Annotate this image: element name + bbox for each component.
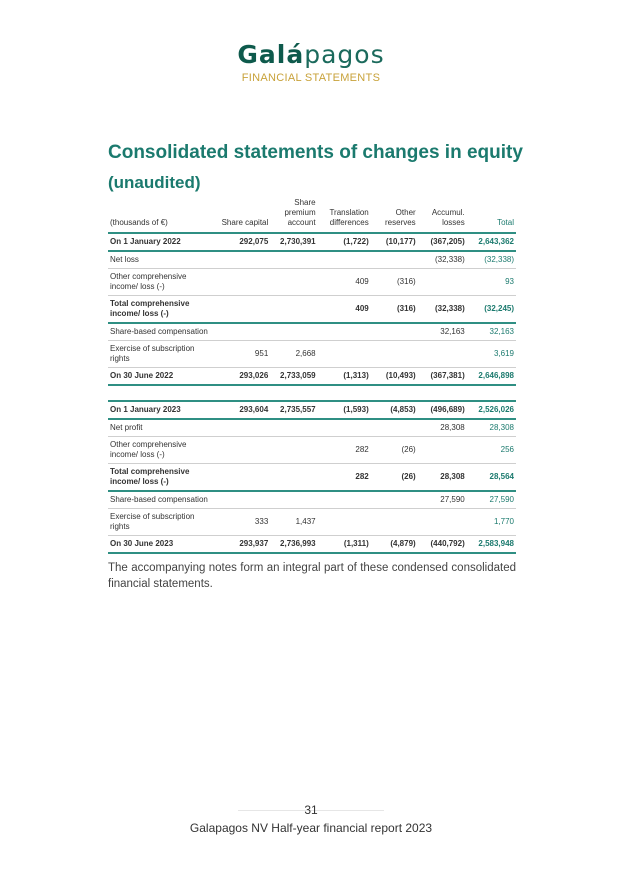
table-cell: [270, 269, 317, 296]
table-cell: 293,026: [216, 368, 270, 386]
table-cell: [418, 269, 467, 296]
table-cell: (32,338): [418, 251, 467, 269]
column-header: Accumul. losses: [431, 208, 465, 227]
row-label: Share-based compensation: [108, 491, 216, 509]
table-cell: [418, 437, 467, 464]
table-cell: [318, 491, 371, 509]
row-label: On 30 June 2023: [108, 536, 216, 554]
table-cell: (32,245): [467, 296, 516, 324]
table-cell: (316): [371, 296, 418, 324]
table-cell: 409: [318, 269, 371, 296]
table-header-row: [108, 198, 516, 233]
table-row: [108, 437, 516, 464]
table-cell: 333: [216, 509, 270, 536]
column-header: Share premium account: [284, 198, 316, 227]
table-cell: (496,689): [418, 401, 467, 419]
table-cell: 28,308: [418, 464, 467, 492]
table-cell: (316): [371, 269, 418, 296]
table-cell: (4,853): [371, 401, 418, 419]
table-cell: 27,590: [467, 491, 516, 509]
table-cell: 282: [318, 464, 371, 492]
table-row: [108, 368, 516, 386]
company-logo: [0, 40, 622, 69]
table-cell: [371, 509, 418, 536]
footer-text: Galapagos NV Half-year financial report 2023: [189, 821, 433, 835]
table-row: [108, 296, 516, 324]
table-body: [108, 233, 516, 553]
table-cell: [216, 437, 270, 464]
table-cell: (32,338): [418, 296, 467, 324]
table-cell: 32,163: [418, 323, 467, 341]
table-cell: [318, 323, 371, 341]
table-cell: [216, 491, 270, 509]
table-cell: 2,583,948: [467, 536, 516, 554]
table-cell: 1,770: [467, 509, 516, 536]
section-label: FINANCIAL STATEMENTS: [241, 72, 381, 84]
table-cell: [371, 341, 418, 368]
table-cell: 2,526,026: [467, 401, 516, 419]
table-row: [108, 323, 516, 341]
table-cell: (367,381): [418, 368, 467, 386]
table-cell: (10,493): [371, 368, 418, 386]
table-cell: [318, 251, 371, 269]
table-row: [108, 491, 516, 509]
table-cell: [371, 251, 418, 269]
table-row: [108, 464, 516, 492]
column-header: Other reserves: [385, 208, 416, 227]
table-cell: (440,792): [418, 536, 467, 554]
table-cell: [270, 464, 317, 492]
table-row: [108, 251, 516, 269]
table-cell: 3,619: [467, 341, 516, 368]
notes-paragraph: The accompanying notes form an integral part of these condensed consolidated financial statements.: [108, 562, 516, 590]
equity-table: [108, 198, 516, 554]
table-cell: [216, 269, 270, 296]
table-cell: [270, 437, 317, 464]
table-cell: 2,735,557: [270, 401, 317, 419]
table-cell: (4,879): [371, 536, 418, 554]
table-cell: (1,313): [318, 368, 371, 386]
table-cell: [270, 296, 317, 324]
table-row: [108, 269, 516, 296]
table-cell: 256: [467, 437, 516, 464]
spacer-cell: [108, 385, 516, 401]
page-subtitle: (unaudited): [108, 173, 201, 192]
column-header: Translation differences: [329, 208, 369, 227]
table-cell: 28,308: [418, 419, 467, 437]
row-label: On 1 January 2022: [108, 233, 216, 251]
table-cell: 293,937: [216, 536, 270, 554]
table-row: [108, 536, 516, 554]
table-cell: [318, 341, 371, 368]
table-row: [108, 419, 516, 437]
table-cell: 2,668: [270, 341, 317, 368]
table-spacer-row: [108, 385, 516, 401]
row-label: Exercise of subscription rights: [108, 509, 216, 536]
table-cell: 2,733,059: [270, 368, 317, 386]
table-cell: 2,730,391: [270, 233, 317, 251]
column-header: Total: [497, 218, 514, 227]
table-cell: 32,163: [467, 323, 516, 341]
table-cell: 28,308: [467, 419, 516, 437]
row-label: Net loss: [108, 251, 216, 269]
table-cell: (10,177): [371, 233, 418, 251]
table-cell: (1,722): [318, 233, 371, 251]
table-cell: 951: [216, 341, 270, 368]
table-cell: 293,604: [216, 401, 270, 419]
row-label: On 1 January 2023: [108, 401, 216, 419]
table-cell: [371, 491, 418, 509]
table-cell: (26): [371, 464, 418, 492]
table-cell: [216, 323, 270, 341]
column-header: (thousands of €): [110, 218, 168, 227]
page-title: Consolidated statements of changes in equity: [108, 142, 523, 163]
table-cell: 93: [467, 269, 516, 296]
table-cell: [418, 509, 467, 536]
table-cell: [318, 509, 371, 536]
table-cell: 2,736,993: [270, 536, 317, 554]
table-cell: (1,311): [318, 536, 371, 554]
table-cell: [270, 251, 317, 269]
table-cell: 282: [318, 437, 371, 464]
table-cell: [216, 296, 270, 324]
table-cell: [270, 419, 317, 437]
table-cell: [318, 419, 371, 437]
table-cell: (26): [371, 437, 418, 464]
table-cell: [270, 323, 317, 341]
table-cell: [216, 419, 270, 437]
page-number: 31: [304, 803, 318, 817]
table-cell: [270, 491, 317, 509]
table-cell: [371, 419, 418, 437]
row-label: Other comprehensive income/ loss (-): [108, 269, 216, 296]
table-cell: 292,075: [216, 233, 270, 251]
column-header: Share capital: [221, 218, 269, 227]
table-cell: (1,593): [318, 401, 371, 419]
row-label: On 30 June 2022: [108, 368, 216, 386]
table-cell: [371, 323, 418, 341]
table-cell: (32,338): [467, 251, 516, 269]
table-cell: 1,437: [270, 509, 317, 536]
table-cell: (367,205): [418, 233, 467, 251]
table-row: [108, 509, 516, 536]
table-row: [108, 233, 516, 251]
row-label: Share-based compensation: [108, 323, 216, 341]
logo-light-part: pagos: [304, 40, 385, 69]
row-label: Total comprehensive income/ loss (-): [108, 296, 216, 324]
table-cell: 2,643,362: [467, 233, 516, 251]
logo-bold-part: Galá: [237, 40, 305, 69]
table-row: [108, 341, 516, 368]
row-label: Other comprehensive income/ loss (-): [108, 437, 216, 464]
table-cell: [216, 464, 270, 492]
table-cell: 28,564: [467, 464, 516, 492]
table-cell: [216, 251, 270, 269]
row-label: Exercise of subscription rights: [108, 341, 216, 368]
row-label: Total comprehensive income/ loss (-): [108, 464, 216, 492]
table-cell: [418, 341, 467, 368]
table-cell: 2,646,898: [467, 368, 516, 386]
table-cell: 409: [318, 296, 371, 324]
row-label: Net profit: [108, 419, 216, 437]
table-cell: 27,590: [418, 491, 467, 509]
table-row: [108, 401, 516, 419]
